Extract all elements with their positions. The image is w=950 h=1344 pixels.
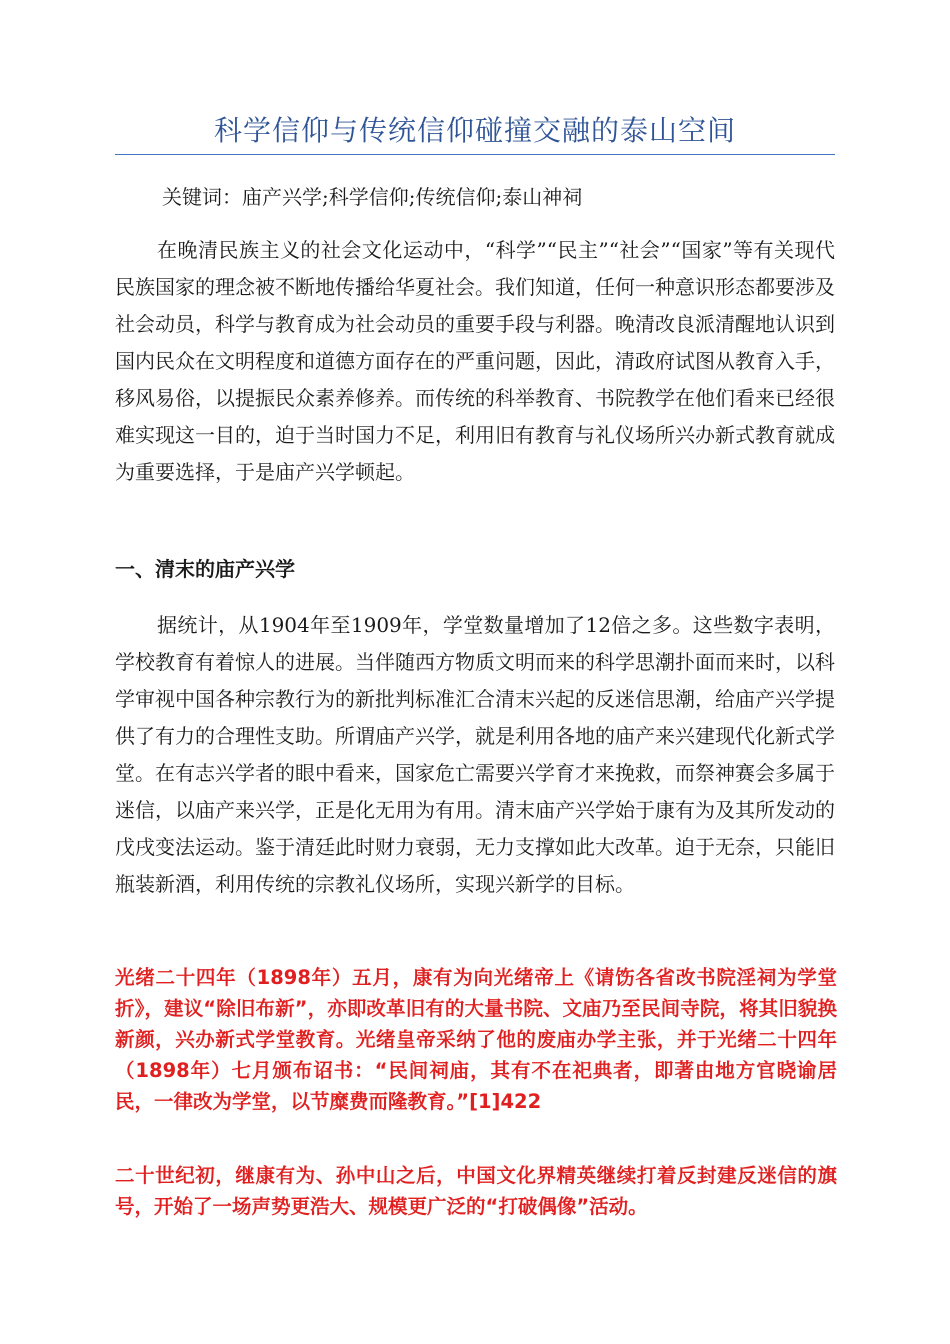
document-title: 科学信仰与传统信仰碰撞交融的泰山空间 <box>213 114 736 147</box>
body-paragraph-2: 据统计，从1904年至1909年，学堂数量增加了12倍之多。这些数字表明，学校教育有着惊人的进展。当伴随西方物质文明而来的科学思潮扑面而来时，以科学审视中国各种宗教行为的新批判标准汇合清末兴起的反迷信思潮，给庙产兴学提供了有力的合理性支助。所谓庙产兴学，就是利用各地的庙产来兴建现代化新式学堂。在有志兴学者的眼中看来，国家危亡需要兴学育才来挽救，而祭神赛会多属于迷信，以庙产来兴学，正是化无用为有用。清末庙产兴学始于康有为及其所发动的戊戌变法运动。鉴于清廷此时财力衰弱，无力支撑如此大改革。迫于无奈，只能旧瓶装新酒，利用传统的宗教礼仪场所，实现兴新学的目标。 <box>115 613 835 896</box>
keywords-line: 关键词：庙产兴学;科学信仰;传统信仰;泰山神祠 <box>162 185 583 209</box>
body-paragraph-1: 在晚清民族主义的社会文化运动中，“科学”“民主”“社会”“国家”等有关现代民族国家的理念被不断地传播给华夏社会。我们知道，任何一种意识形态都要涉及社会动员，科学与教育成为社会动员的重要手段与利器。晚清改良派清醒地认识到国内民众在文明程度和道德方面存在的严重问题，因此，清政府试图从教育入手，移风易俗，以提振民众素养修养。而传统的科举教育、书院教学在他们看来已经很难实现这一目的，迫于当时国力不足，利用旧有教育与礼仪场所兴办新式教育就成为重要选择，于是庙产兴学顿起。 <box>115 238 835 484</box>
highlight-paragraph-2: 二十世纪初，继康有为、孙中山之后，中国文化界精英继续打着反封建反迷信的旗号，开始了一场声势更浩大、规模更广泛的“打破偶像”活动。 <box>115 1164 837 1218</box>
section-heading: 一、清末的庙产兴学 <box>115 557 295 581</box>
highlight-paragraph-1: 光绪二十四年（1898年）五月，康有为向光绪帝上《请饬各省改书院淫祠为学堂折》，建议“除旧布新”，亦即改革旧有的大量书院、文庙乃至民间寺院，将其旧貌换新颜，兴办新式学堂教育。光绪皇帝采纳了他的废庙办学主张，并于光绪二十四年（1898年）七月颁布诏书：“民间祠庙，其有不在祀典者，即著由地方官晓谕居民，一律改为学堂，以节糜费而隆教育。”[1]422 <box>115 966 837 1113</box>
title-underline <box>115 154 835 155</box>
